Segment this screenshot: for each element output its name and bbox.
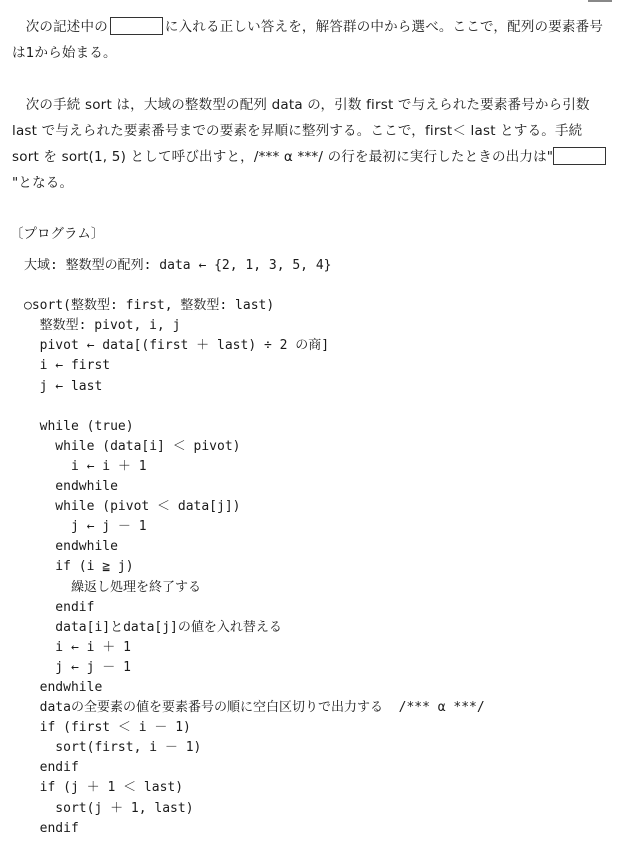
question-paragraph-1 xyxy=(12,14,608,66)
question-text-2b: "となる。 xyxy=(12,175,74,191)
question-paragraph-2 xyxy=(12,92,608,196)
answer-blank-2 xyxy=(553,147,606,165)
program-code: 大域: 整数型の配列: data ← {2, 1, 3, 5, 4} ○sort(整数型: first, 整数型: last) 整数型: pivot, i, j pivot ← data[(first ＋ last) ÷ 2 の商] i ← first j ← last while (true) while (data[i] ＜ pivot) i ← i ＋ 1 endwhile while (pivot ＜ data[j]) j ← j － 1 endwhile if (i ≧ j) 繰返し処理を終了する endif data[i]とdata[j]の値を入れ替える i ← i ＋ 1 j ← j － 1 endwhile dataの全要素の値を要素番号の順に空白区切りで出力する /*** α ***/ if (first ＜ i － 1) sort(first, i － 1) endif if (j ＋ 1 ＜ last) sort(j ＋ 1, last) endif xyxy=(24,258,485,836)
question-text-1b: に入れる正しい答えを，解答群の中から選べ。ここで，配列の要素番号は1から始まる。 xyxy=(12,19,604,61)
corner-mark xyxy=(588,0,612,2)
question-text-2a: 次の手続 sort は，大域の整数型の配列 data の，引数 first で与えられた要素番号から引数 last で与えられた要素番号までの要素を昇順に整列する。ここで，first＜ last とする。手続 sort を sort(1, 5) として呼び出すと，/*** α ***/ の行を最初に実行したときの出力は" xyxy=(12,97,590,165)
program-heading: 〔プログラム〕 xyxy=(10,226,105,242)
question-text-1a: 次の記述中の xyxy=(25,19,108,35)
answer-blank-1 xyxy=(110,17,163,35)
